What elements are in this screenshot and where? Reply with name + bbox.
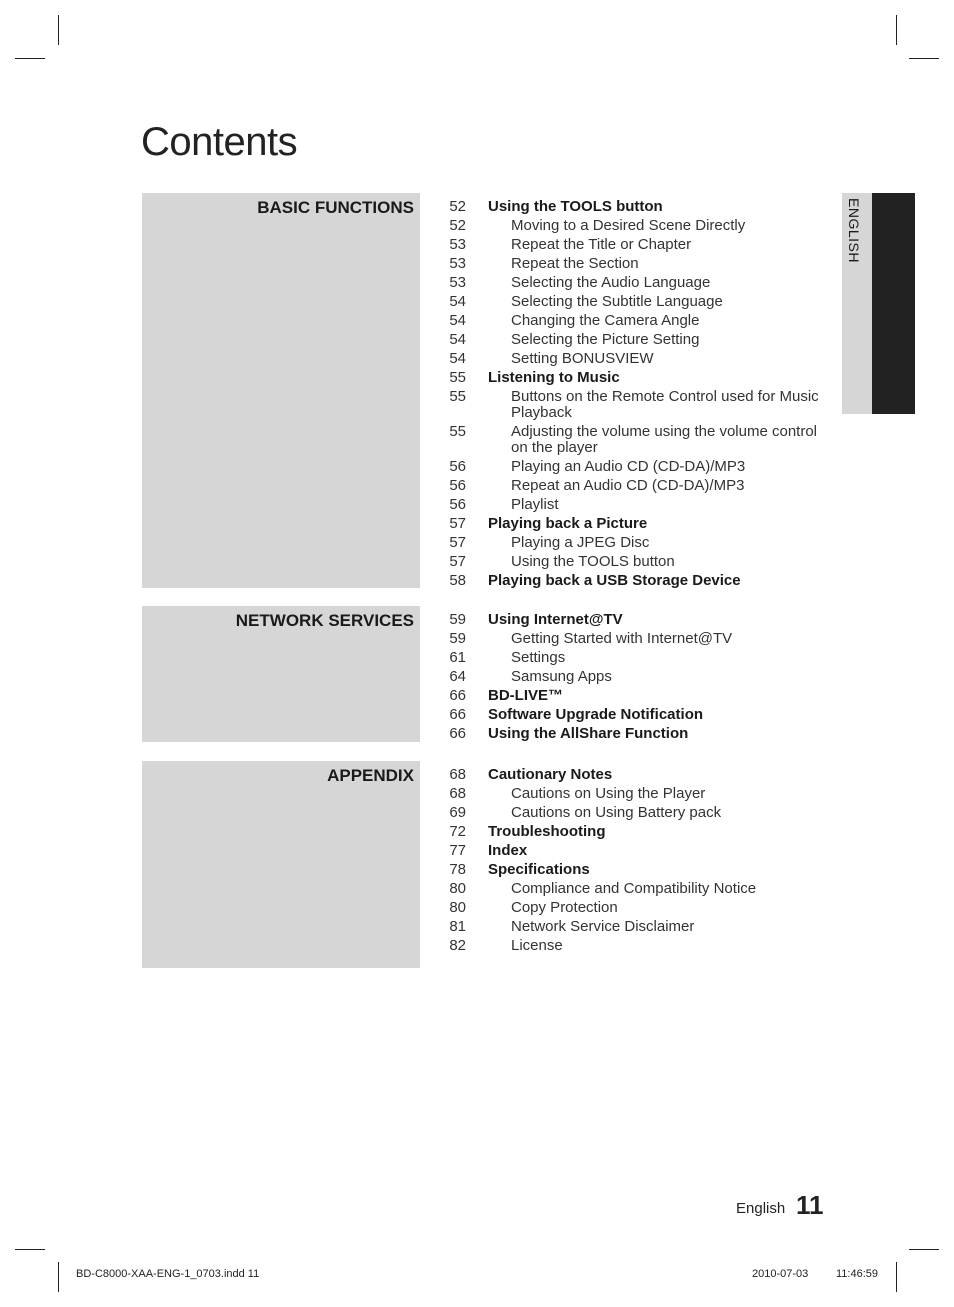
toc-entry-title: Changing the Camera Angle [511,312,700,329]
toc-entry-page: 72 [449,823,466,840]
toc-entry-page: 66 [449,706,466,723]
toc-entry-title: Using the AllShare Function [488,725,689,742]
toc-entry [440,351,830,367]
toc-entry-title: Adjusting the volume using the volume control on the player [511,423,818,456]
toc-entry-title: Repeat an Audio CD (CD-DA)/MP3 [511,477,745,494]
toc-entry-title: Troubleshooting [488,823,606,840]
toc-entry [440,370,830,386]
toc-entry-page: 56 [449,496,466,513]
toc-entry-page: 54 [449,331,466,348]
section-box-appendix [142,761,420,968]
toc-entry-title: License [511,937,563,954]
toc-entry [440,843,830,859]
toc-entry [440,688,830,704]
section-box-basic-functions [142,193,420,588]
crop-mark [896,1262,897,1292]
toc-entry-page: 82 [449,937,466,954]
toc-entry-page: 59 [449,630,466,647]
crop-mark [909,58,939,59]
page-number: 11 [796,1190,824,1220]
toc-entry-page: 58 [449,572,466,589]
toc-entry-title: Using Internet@TV [488,611,623,628]
toc-entry-page: 55 [449,388,466,405]
toc-entry-title: Playing an Audio CD (CD-DA)/MP3 [511,458,746,475]
toc-entry-page: 57 [449,515,466,532]
toc-entry-title: Cautions on Using Battery pack [511,804,722,821]
toc-entry [440,497,830,513]
toc-entry-page: 80 [449,899,466,916]
toc-entry [440,862,830,878]
toc-entry [440,631,830,647]
section-label: APPENDIX [327,766,414,785]
toc-entry [440,554,830,570]
toc-entry [440,573,830,589]
toc-entry-page: 55 [449,423,466,440]
section-label: BASIC FUNCTIONS [257,198,414,217]
crop-mark [896,15,897,45]
toc-entry-page: 81 [449,918,466,935]
toc-entry-title: Specifications [488,861,590,878]
toc-entry [440,650,830,666]
slug-file: BD-C8000-XAA-ENG-1_0703.indd 11 [76,1268,260,1280]
toc-entry [440,459,830,475]
toc-entry [440,919,830,935]
crop-mark [58,1262,59,1292]
toc-entry-page: 56 [449,477,466,494]
slug-date: 2010-07-03 [752,1268,809,1280]
toc-entry-page: 69 [449,804,466,821]
toc-entry [440,199,830,215]
language-tab-dark [872,193,915,414]
toc-entry-title: Software Upgrade Notification [488,706,704,723]
toc-entry-page: 54 [449,312,466,329]
crop-mark [15,1249,45,1250]
toc-entry [440,767,830,783]
toc-entry-title: Moving to a Desired Scene Directly [511,217,746,234]
page-title: Contents [141,120,298,164]
toc-entry-page: 56 [449,458,466,475]
toc-entry-title: Repeat the Section [511,255,639,272]
toc-entry-title: Using the TOOLS button [488,198,663,215]
toc-entry [440,256,830,272]
toc-entry-title: Using the TOOLS button [511,553,675,570]
toc-entry-page: 68 [449,785,466,802]
toc-entry-page: 68 [449,766,466,783]
toc-entry-page: 57 [449,534,466,551]
toc-entry-page: 80 [449,880,466,897]
toc-entry [440,389,830,421]
toc-entry [440,535,830,551]
toc-entry-title: Selecting the Subtitle Language [511,293,723,310]
toc-entry [440,786,830,802]
toc-entry-title: Network Service Disclaimer [511,918,695,935]
toc-entry-title: Samsung Apps [511,668,612,685]
toc-entry-page: 78 [449,861,466,878]
toc-entry-title: Listening to Music [488,369,620,386]
toc-entry-title: Index [488,842,528,859]
toc-entry-title: Cautions on Using the Player [511,785,706,802]
toc-entry-title: Playing back a USB Storage Device [488,572,741,589]
toc-entry [440,332,830,348]
toc-entry-title: Settings [511,649,566,666]
toc-entry-page: 64 [449,668,466,685]
toc-entry-title: BD-LIVE™ [488,687,563,704]
toc-entry-page: 52 [449,198,466,215]
toc-entry-page: 52 [449,217,466,234]
toc-list-network-services [440,612,830,745]
toc-entry-title: Repeat the Title or Chapter [511,236,692,253]
toc-entry [440,881,830,897]
toc-entry [440,275,830,291]
toc-entry [440,824,830,840]
toc-entry-title: Buttons on the Remote Control used for Music Playback [511,388,819,421]
toc-entry-page: 54 [449,350,466,367]
toc-entry-page: 54 [449,293,466,310]
toc-list-appendix [440,767,830,957]
section-label: NETWORK SERVICES [235,611,414,630]
toc-list-basic-functions [440,199,830,592]
footer-language: English [736,1200,786,1217]
section-box-network-services [142,606,420,742]
toc-entry-title: Setting BONUSVIEW [511,350,654,367]
toc-entry [440,218,830,234]
toc-entry [440,237,830,253]
toc-entry-page: 66 [449,687,466,704]
toc-entry [440,726,830,742]
toc-entry [440,669,830,685]
toc-entry [440,900,830,916]
crop-mark [15,58,45,59]
language-tab-label: ENGLISH [846,198,862,263]
toc-entry-title: Getting Started with Internet@TV [511,630,733,647]
toc-entry [440,612,830,628]
crop-mark [58,15,59,45]
toc-entry-title: Playing a JPEG Disc [511,534,650,551]
toc-entry-page: 77 [449,842,466,859]
toc-entry-page: 66 [449,725,466,742]
toc-entry-title: Cautionary Notes [488,766,613,783]
toc-entry-title: Selecting the Picture Setting [511,331,700,348]
toc-entry [440,424,830,456]
toc-entry-page: 53 [449,236,466,253]
toc-entry-title: Playing back a Picture [488,515,648,532]
toc-entry [440,478,830,494]
toc-entry-title: Playlist [511,496,559,513]
toc-entry-title: Selecting the Audio Language [511,274,711,291]
toc-entry-page: 57 [449,553,466,570]
slug-time: 11:46:59 [836,1268,879,1280]
toc-entry-page: 53 [449,255,466,272]
toc-entry-page: 59 [449,611,466,628]
toc-entry [440,294,830,310]
toc-entry-page: 53 [449,274,466,291]
toc-entry [440,516,830,532]
toc-entry-page: 55 [449,369,466,386]
toc-entry [440,805,830,821]
toc-entry-title: Copy Protection [511,899,618,916]
toc-entry [440,938,830,954]
toc-entry-title: Compliance and Compatibility Notice [511,880,757,897]
toc-entry-page: 61 [449,649,466,666]
toc-entry [440,707,830,723]
crop-mark [909,1249,939,1250]
toc-entry [440,313,830,329]
